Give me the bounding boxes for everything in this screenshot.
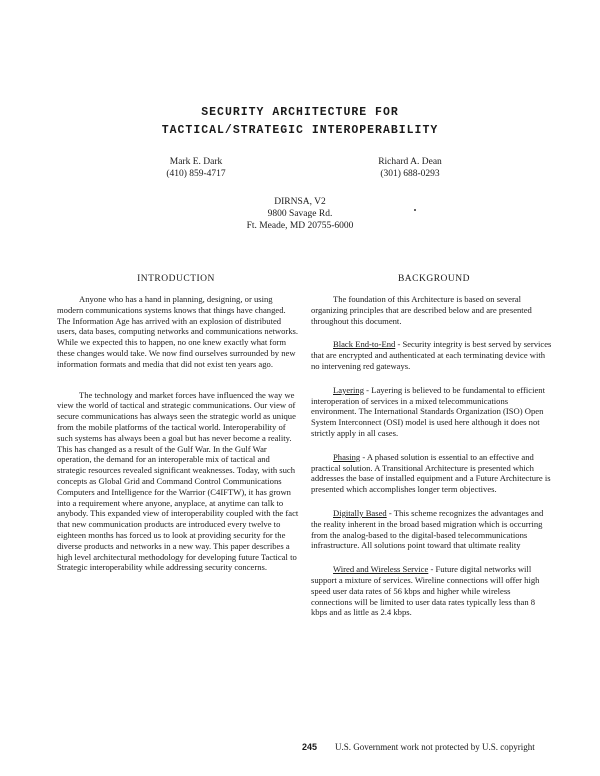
principle-digitally-based	[311, 508, 553, 551]
page-number: 245	[302, 742, 318, 752]
principle-term: Layering	[333, 384, 365, 395]
principle-term: Wired and Wireless Service	[333, 564, 429, 575]
author-2-name: Richard A. Dean	[378, 157, 442, 167]
stray-mark	[414, 209, 416, 211]
principle-text: - Security integrity is best served by services that are encrypted and authenticated at each terminating device with no intervening red gateways.	[311, 339, 552, 371]
principle-layering	[311, 385, 553, 439]
copyright-notice: U.S. Government work not protected by U.S. copyright	[335, 742, 535, 752]
principle-text: - Layering is believed to be fundamental to efficient interoperation of services in a mixed telecommunications environment. The International Standards Organization (ISO) Open System Interconnect (OSI) model is used here although it does not strictly apply in all cases.	[311, 384, 545, 438]
affiliation-line-1: DIRNSA, V2	[274, 197, 326, 207]
author-1-phone: (410) 859-4717	[166, 169, 226, 179]
affiliation-line-2: 9800 Savage Rd.	[267, 209, 333, 219]
principle-text: - Future digital networks will support a mixture of services. Wireline connections will offer high speed user data rates of 56 kbps and higher while wireless connections will be limited to user data rates typically less than 8 kbps and as little as 2.4 kbps.	[311, 564, 540, 618]
principle-text: - This scheme recognizes the advantages and the reality inherent in the broad based migration which is occurring from the analog-based to the digital-based telecommunications infrastructure. All solutions point toward that ultimate reality	[311, 507, 544, 551]
principle-term: Black End-to-End	[333, 339, 396, 350]
principle-term: Phasing	[333, 451, 361, 462]
background-column	[311, 294, 553, 631]
author-2-phone: (301) 688-0293	[380, 169, 440, 179]
introduction-column	[57, 294, 299, 586]
affiliation-line-3: Ft. Meade, MD 20755-6000	[246, 221, 354, 231]
principle-wired-and-wireless	[311, 564, 553, 618]
principle-black-end-to-end	[311, 339, 553, 371]
background-intro: The foundation of this Architecture is based on several organizing principles that are described below and are presented throughout this document.	[311, 294, 532, 326]
paper-title-line-2: TACTICAL/STRATEGIC INTEROPERABILITY	[161, 124, 439, 137]
author-1-name: Mark E. Dark	[169, 157, 223, 167]
introduction-heading: INTRODUCTION	[137, 274, 215, 284]
background-heading: BACKGROUND	[397, 274, 471, 284]
author-1	[121, 156, 271, 180]
introduction-paragraph-2: The technology and market forces have influenced the way we view the world of tactical and strategic communications. Our view of secure communications has always seen the strategic world as unique from the mobile platforms of the tactical world. Interoperability of such systems has always been a goal but has never become a reality. This has changed as a result of the Gulf War. In the Gulf War operation, the demand for an interoperable mix of tactical and strategic resources revealed significant weaknesses. Today, with such concepts as Global Grid and Command Control Communications Computers and Intelligence for the Warrior (C4IFTW), it has grown into a requirement where anyone, anyplace, at anytime can talk to anybody. This expanded view of interoperability coupled with the fact that new communication products are introduced every twelve to eighteen months has forced us to look at providing security for the diverse products and networks in a new way. This paper describes a high level architectural methodology for developing future Tactical to Strategic interoperability while addressing security concerns.	[57, 389, 299, 573]
paper-title-line-1: SECURITY ARCHITECTURE FOR	[201, 106, 399, 119]
principle-text: - A phased solution is essential to an effective and practical solution. A Transitional Architecture is presented which addresses the base of installed equipment and a Future Architecture is presented which accomplishes longer term objectives.	[311, 451, 551, 495]
principle-term: Digitally Based	[333, 507, 387, 518]
author-2	[335, 156, 485, 180]
principle-phasing	[311, 452, 553, 495]
introduction-paragraph-1: Anyone who has a hand in planning, designing, or using modern communications systems knows that things have changed. The Information Age has arrived with an explosion of distributed users, data bases, computing networks and communications networks. While we expected this to happen, no one knew exactly what form these changes would take. We now find ourselves surrounded by new information formats and media that did not exist ten years ago.	[57, 294, 299, 369]
